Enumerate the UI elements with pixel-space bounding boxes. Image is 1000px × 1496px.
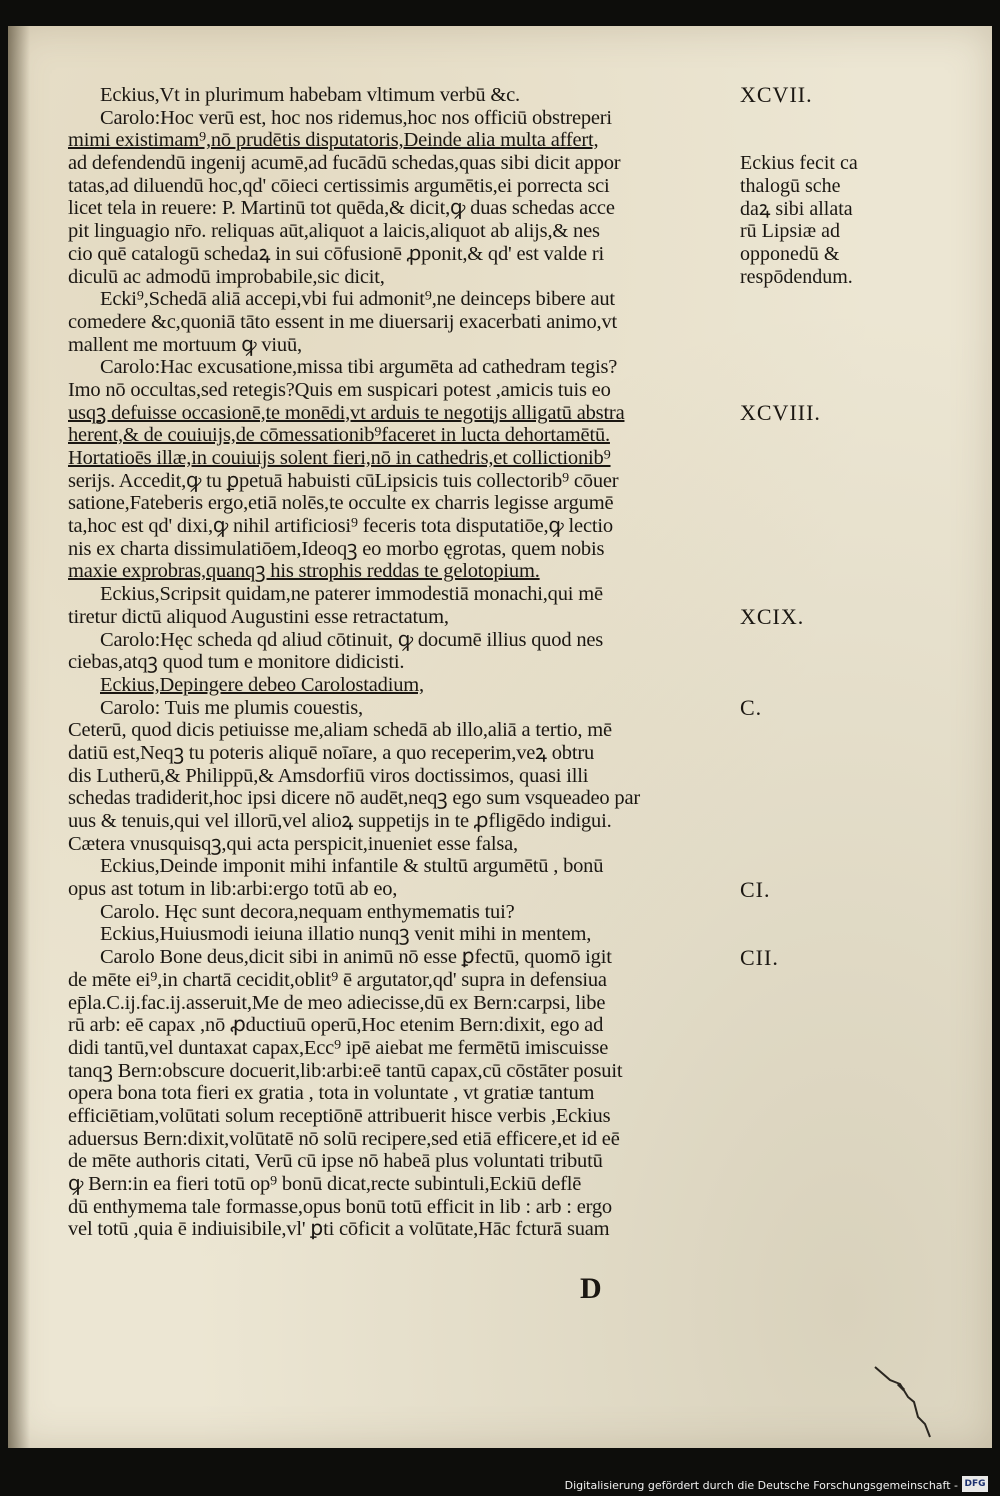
- text-line-content: Carolo. Hęc sunt decora,nequam enthymematis tui?: [100, 900, 515, 923]
- text-line: [68, 629, 736, 652]
- text-line-content: de mēte authoris citati, Verū cū ipse nō habeā plus voluntati tributū: [68, 1150, 603, 1173]
- dfg-logo: DFG: [962, 1476, 988, 1492]
- text-line-content: diculū ac admodū improbabile,sic dicit,: [68, 265, 385, 288]
- text-line-content: dū enthymema tale formasse,opus bonū totū efficit in lib : arb : ergo: [68, 1195, 612, 1218]
- text-line: [68, 923, 736, 946]
- text-line: [68, 765, 736, 788]
- text-line-content: tanqꝫ Bern:obscure docuerit,lib:arbi:eē tantū capax,cū cōstāter posuit: [68, 1059, 623, 1082]
- text-line-content: efficiētiam,volūtati solum receptiōnē attribuerit hisce verbis ,Eckius: [68, 1104, 611, 1127]
- text-line-content: licet tela in reuere: P. Martinū tot quēda,& dicit,ꝙ duas schedas acce: [68, 197, 615, 220]
- text-line-content: Imo nō occultas,sed retegis?Quis em suspicari potest ,amicis tuis eo: [68, 378, 611, 401]
- margin-note: respōdendum.: [740, 265, 853, 288]
- text-line-content: ta,hoc est qd' dixi,ꝙ nihil artificiosi⁹ feceris tota disputatiōe,ꝙ lectio: [68, 515, 613, 538]
- text-line: [68, 379, 736, 402]
- text-line: [68, 175, 736, 198]
- text-line: [68, 719, 736, 742]
- text-line: [68, 992, 736, 1015]
- text-line: [68, 606, 736, 629]
- text-line-content: satione,Fateberis ergo,etiā nolēs,te occulte ex charris legisse argumē: [68, 492, 614, 515]
- text-line: [68, 129, 736, 152]
- text-line-content: Eckius,Huiusmodi ieiuna illatio nunqꝫ venit mihi in mentem,: [100, 923, 592, 946]
- text-line-content: tiretur dictū aliquod Augustini esse retractatum,: [68, 605, 449, 628]
- text-line: [68, 810, 736, 833]
- text-line: [68, 1105, 736, 1128]
- text-line-content: Hortatioēs illæ,in couiuijs solent fieri,nō in cathedris,et collictionib⁹: [68, 447, 611, 469]
- text-line-content: ciebas,atqꝫ quod tum e monitore didicisti.: [68, 651, 405, 674]
- text-line-content: tatas,ad diluendū hoc,qd' cōieci certissimis argumētis,ei porrecta sci: [68, 174, 610, 197]
- text-line: [68, 946, 736, 969]
- text-line-content: maxie exprobras,quanqꝫ his strophis reddas te gelotopium.: [68, 560, 540, 583]
- text-line: [68, 583, 736, 606]
- text-line-content: ꝙ Bern:in ea fieri totū op⁹ bonū dicat,recte subintuli,Eckiū deflē: [68, 1173, 582, 1195]
- text-line: [68, 220, 736, 243]
- text-line: [68, 651, 736, 674]
- text-line: [68, 1128, 736, 1151]
- text-line: [68, 84, 736, 107]
- text-line-content: nis ex charta dissimulatiōem,Ideoqꝫ eo morbo ęgrotas, quem nobis: [68, 537, 605, 560]
- spine-shadow: [8, 26, 30, 1448]
- margin-numeral: C.: [740, 694, 763, 720]
- text-line-content: didi tantū,vel duntaxat capax,Ecc⁹ ipē aiebat me fermētū imiscuisse: [68, 1036, 609, 1059]
- text-line: [68, 855, 736, 878]
- text-line-content: schedas tradiderit,hoc ipsi dicere nō audēt,neqꝫ ego sum vsqueadeo par: [68, 787, 640, 810]
- text-line-content: aduersus Bern:dixit,volūtatē nō solū recipere,sed etiā efficere,et id eē: [68, 1127, 620, 1150]
- text-line-content: Eckius,Depingere debeo Carolostadium,: [100, 673, 424, 696]
- text-line: [68, 901, 736, 924]
- text-line: [68, 1037, 736, 1060]
- text-line-content: Carolo:Hoc verū est, hoc nos ridemus,hoc nos officiū obstreperi: [100, 106, 612, 129]
- page-tear-mark: [870, 1362, 940, 1440]
- text-line: [68, 311, 736, 334]
- text-line: [68, 1014, 736, 1037]
- text-line: [68, 243, 736, 266]
- text-line: [68, 402, 736, 425]
- text-line: [68, 1196, 736, 1219]
- text-line: [68, 197, 736, 220]
- text-line-content: vel totū ,quia ē indiuisibile,vl' ꝑti cōficit a volūtate,Hāc fcturā suam: [68, 1218, 610, 1241]
- text-line-content: Carolo:Hęc scheda qd aliud cōtinuit, ꝙ documē illius quod nes: [100, 628, 604, 651]
- text-line-content: Cætera vnusquisqꝫ,qui acta perspicit,inueniet esse falsa,: [68, 832, 518, 855]
- margin-note: rū Lipsiæ ad: [740, 220, 840, 243]
- footer-credit: Digitalisierung gefördert durch die Deutsche Forschungsgemeinschaft -: [564, 1479, 958, 1492]
- text-line-content: Eckius,Deinde imponit mihi infantile & stultū argumētū , bonū: [100, 855, 604, 878]
- text-line: [68, 833, 736, 856]
- text-line-content: mimi existimam⁹,nō prudētis disputatoris,Deinde alia multa affert,: [68, 129, 599, 152]
- margin-note: opponedū &: [740, 242, 840, 265]
- text-line: [68, 470, 736, 493]
- text-line-content: Ceterū, quod dicis petiuisse me,aliam schedā ab illo,aliā a tertio, mē: [68, 719, 612, 742]
- text-line: [68, 1150, 736, 1173]
- text-line: [68, 515, 736, 538]
- text-line-content: pit linguagio nr̄o. reliquas aūt,aliquot a laicis,aliquot ab alijs,& nes: [68, 220, 600, 243]
- margin-numeral: XCIX.: [740, 604, 805, 630]
- text-line-content: cio quē catalogū schedaꝝ in sui cōfusionē ꝓponit,& qd' est valde ri: [68, 242, 604, 265]
- text-line-content: opera bona tota fieri ex gratia , tota in voluntate , vt gratiæ tantum: [68, 1082, 595, 1105]
- text-line: [68, 107, 736, 130]
- margin-numeral: XCVIII.: [740, 399, 821, 425]
- text-line: [68, 969, 736, 992]
- main-text-block: [68, 84, 736, 1241]
- margin-note: thalogū sche: [740, 174, 841, 197]
- text-line: [68, 560, 736, 583]
- text-line: [68, 288, 736, 311]
- margin-note: daꝝ sibi allata: [740, 197, 853, 220]
- text-line: [68, 356, 736, 379]
- text-line-content: datiū est,Neqꝫ tu poteris aliquē noīare, a quo receperim,veꝝ obtru: [68, 741, 594, 764]
- text-line: [68, 424, 736, 447]
- text-line-content: de mēte ei⁹,in chartā cecidit,oblit⁹ ē argutator,qd' supra in defensiua: [68, 968, 607, 991]
- text-line: [68, 697, 736, 720]
- margin-note: Eckius fecit ca: [740, 152, 858, 175]
- text-line: [68, 334, 736, 357]
- text-line-content: Eckius,Vt in plurimum habebam vltimum verbū &c.: [100, 84, 520, 106]
- signature-mark: D: [580, 1272, 602, 1305]
- text-line-content: serijs. Accedit,ꝙ tu ꝑpetuā habuisti cūLipsicis tuis collectorib⁹ cōuer: [68, 469, 619, 492]
- text-line-content: Eckius,Scripsit quidam,ne paterer immodestiā monachi,qui mē: [100, 583, 603, 606]
- text-line-content: rū arb: eē capax ,nō ꝓductiuū operū,Hoc etenim Bern:dixit, ego ad: [68, 1014, 604, 1037]
- text-line: [68, 1082, 736, 1105]
- text-line-content: Carolo Bone deus,dicit sibi in animū nō esse ꝑfectū, quomō igit: [100, 946, 612, 969]
- text-line: [68, 538, 736, 561]
- text-line: [68, 447, 736, 470]
- text-line: [68, 266, 736, 289]
- text-line-content: uus & tenuis,qui vel illorū,vel alioꝝ suppetijs in te ꝓfligēdo indigui.: [68, 810, 612, 832]
- text-line-content: opus ast totum in lib:arbi:ergo totū ab eo,: [68, 878, 398, 901]
- text-line-content: mallent me mortuum ꝙ viuū,: [68, 333, 302, 356]
- text-line: [68, 787, 736, 810]
- text-line-content: ep̄la.C.ij.fac.ij.asseruit,Me de meo adiecisse,dū ex Bern:carpsi, libe: [68, 991, 606, 1014]
- text-line-content: Ecki⁹,Schedā aliā accepi,vbi fui admonit⁹,ne deinceps bibere aut: [100, 288, 615, 311]
- text-line-content: ad defendendū ingenij acumē,ad fucādū schedas,quas sibi dicit appor: [68, 152, 621, 175]
- text-line: [68, 1173, 736, 1196]
- text-line-content: usqꝫ defuisse occasionē,te monēdi,vt arduis te negotijs alligatū abstra: [68, 401, 625, 424]
- margin-numeral: CII.: [740, 944, 779, 970]
- margin-numeral: CI.: [740, 876, 771, 902]
- text-line-content: Carolo:Hac excusatione,missa tibi argumēta ad cathedram tegis?: [100, 356, 618, 379]
- text-line-content: dis Lutherū,& Philippū,& Amsdorfiū viros doctissimos, quasi illi: [68, 764, 589, 787]
- text-line: [68, 492, 736, 515]
- text-line: [68, 878, 736, 901]
- text-line-content: Carolo: Tuis me plumis couestis,: [100, 696, 363, 719]
- text-line: [68, 1218, 736, 1241]
- text-line-content: comedere &c,quoniā tāto essent in me diuersarij exacerbati animo,vt: [68, 310, 617, 333]
- text-line-content: herent,& de couiuijs,de cōmessationib⁹faceret in lucta dehortamētū.: [68, 424, 610, 447]
- text-line: [68, 1060, 736, 1083]
- margin-numeral: XCVII.: [740, 82, 813, 107]
- text-line: [68, 152, 736, 175]
- text-line: [68, 742, 736, 765]
- text-line: [68, 674, 736, 697]
